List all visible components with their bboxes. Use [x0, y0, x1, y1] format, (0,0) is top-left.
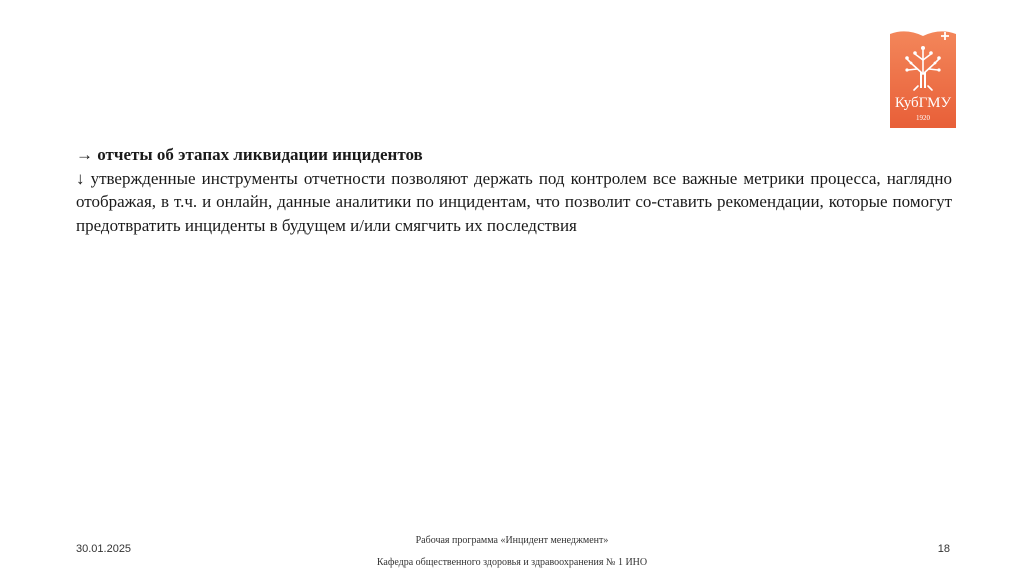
slide-content [76, 143, 952, 237]
footer-date: 30.01.2025 [76, 543, 132, 555]
footer-caption [312, 530, 712, 574]
slide-paragraph: ↓ утвержденные инструменты отчетности позволяют держать под контролем все важные метрики процесса, наглядно отображая, в т.ч. и онлайн, данные аналитики по инцидентам, что позволит со-ставить рекомендации, которые помогут предотвратить инциденты в будущем и/или смягчить их последствия [76, 168, 952, 235]
tree-book-icon [888, 28, 958, 128]
university-logo [888, 28, 958, 128]
logo-year: 1920 [916, 114, 930, 122]
footer-department: Кафедра общественного здоровья и здравоохранения № 1 ИНО [376, 557, 648, 568]
logo-name: КубГМУ [894, 95, 952, 111]
page-number: 18 [937, 543, 950, 555]
footer-program: Рабочая программа «Инцидент менеджмент» [415, 535, 609, 546]
slide-heading: → отчеты об этапах ликвидации инцидентов [76, 145, 423, 164]
